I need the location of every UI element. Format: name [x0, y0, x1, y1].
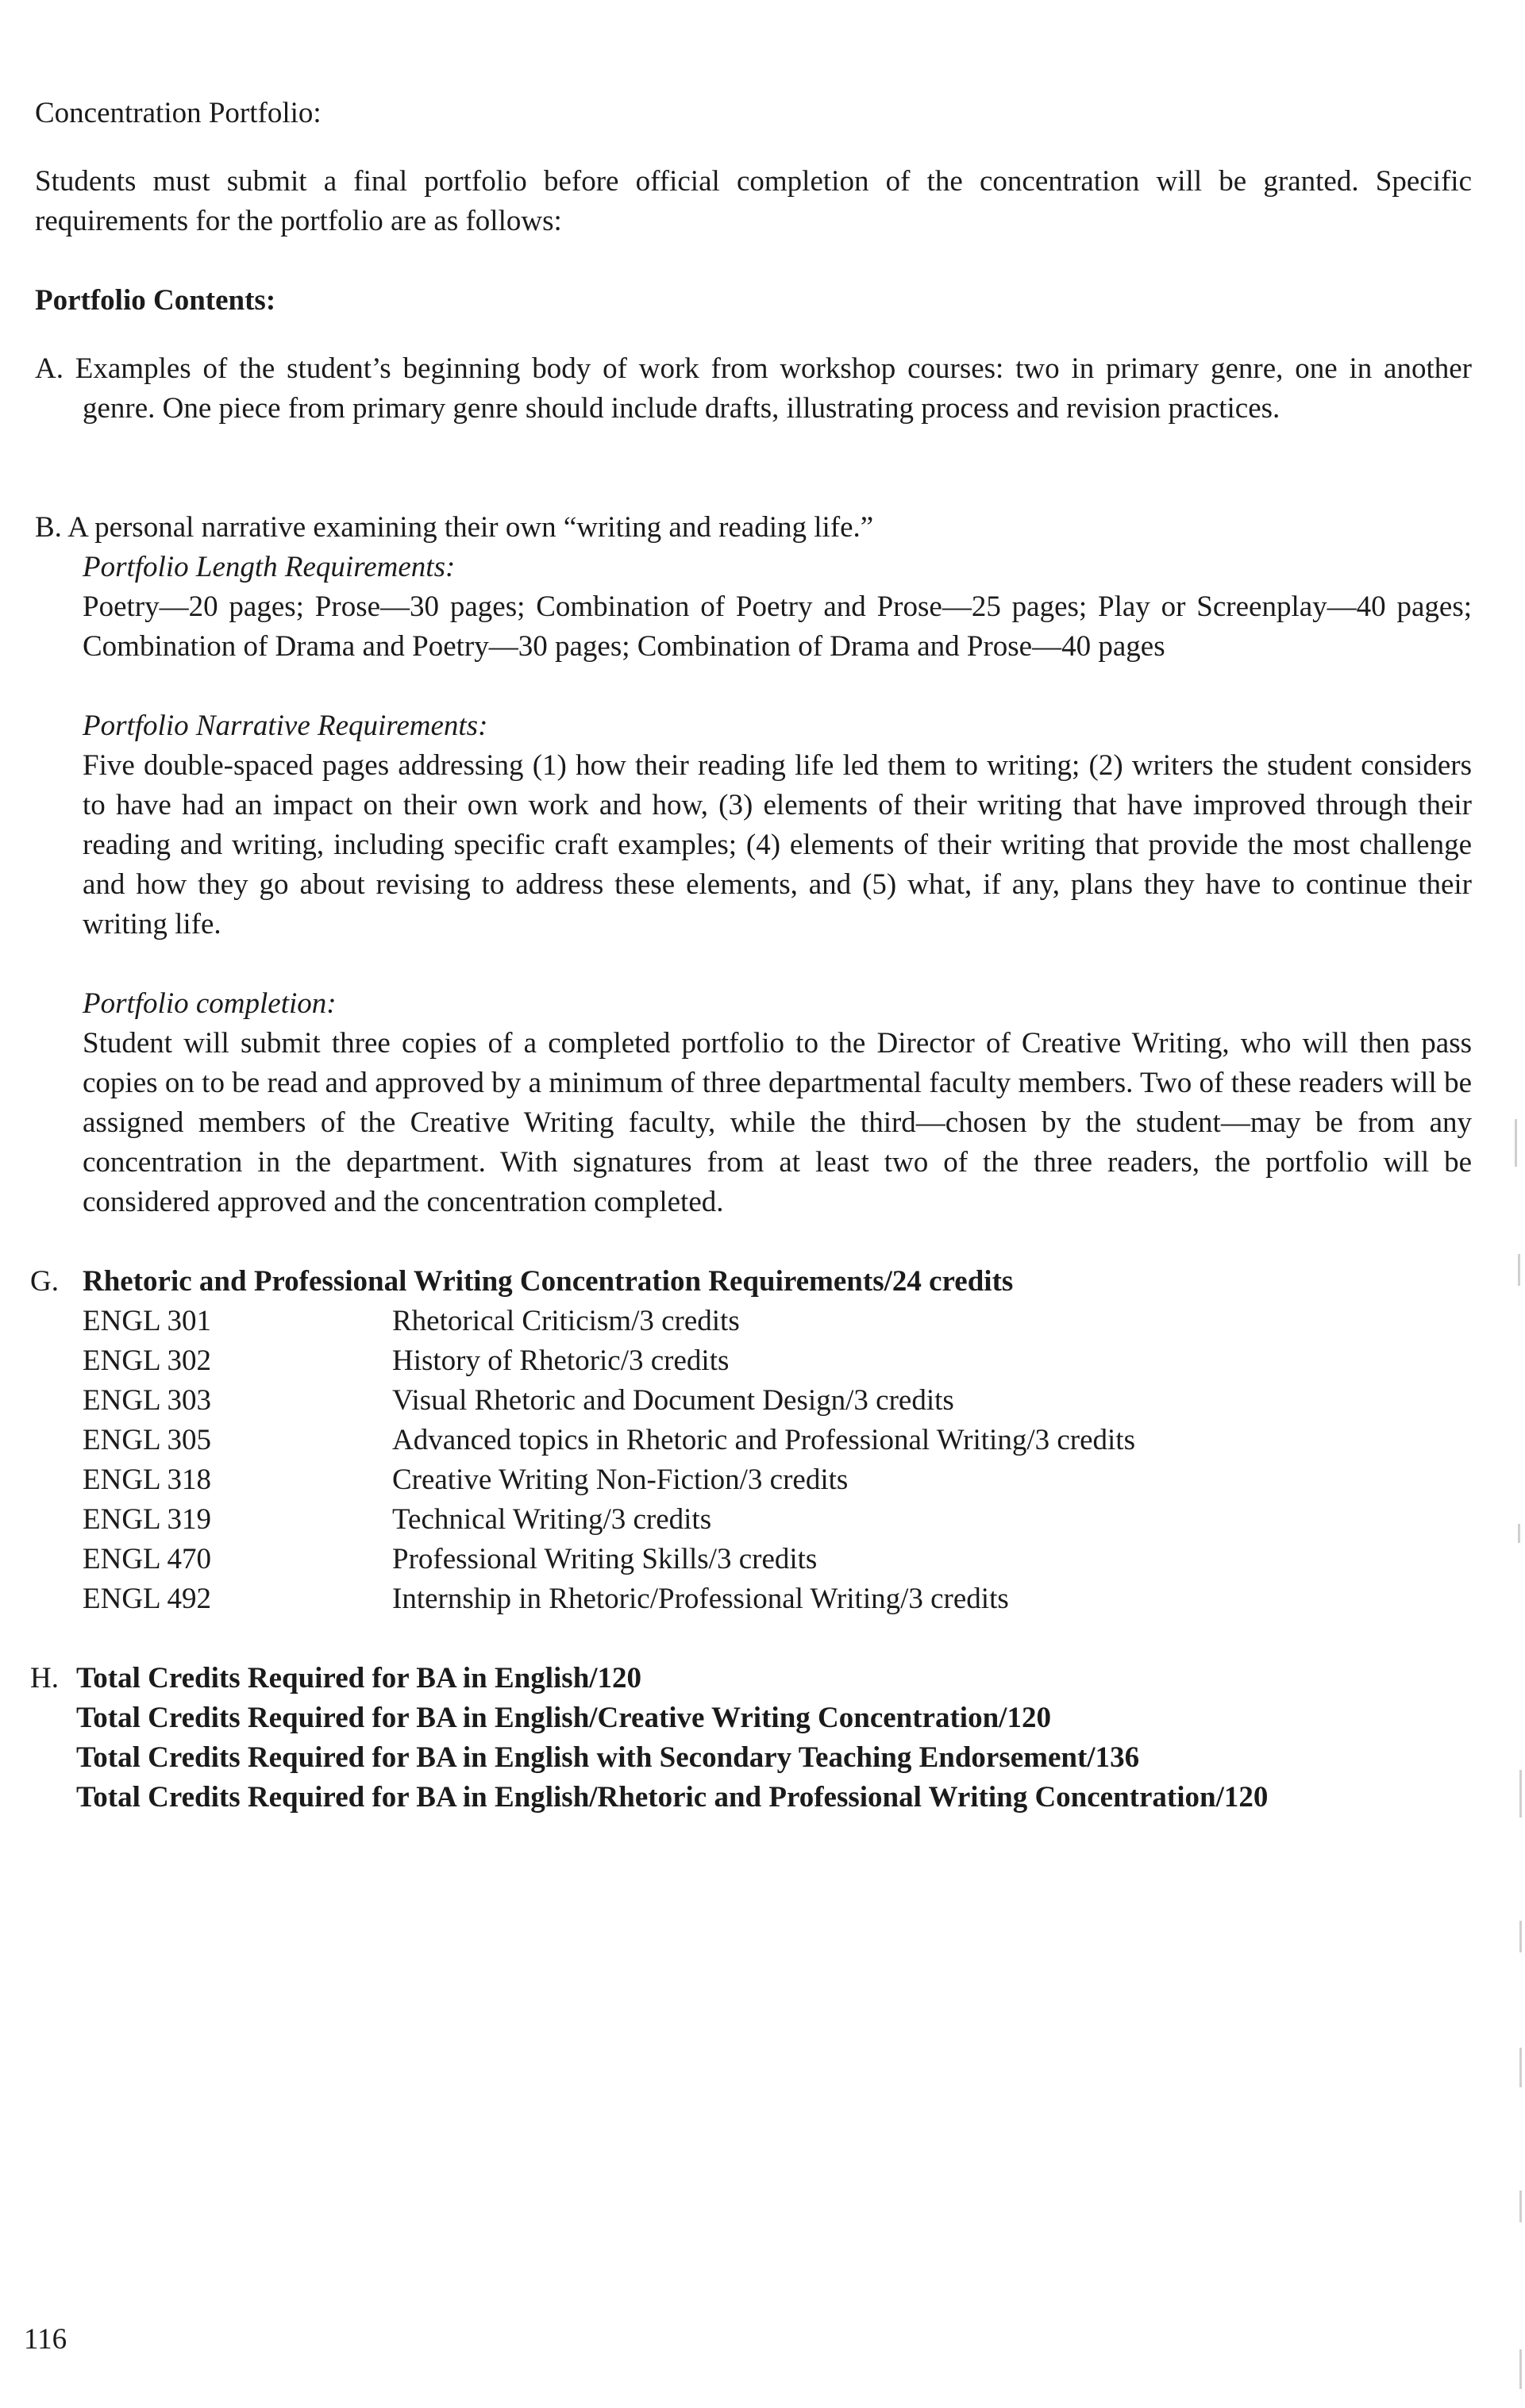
scan-mark: [1519, 1770, 1522, 1818]
page-number: 116: [24, 2323, 67, 2356]
scan-mark: [1518, 1524, 1520, 1543]
course-code: ENGL 301: [83, 1305, 212, 1337]
scan-mark: [1518, 1254, 1520, 1286]
portfolio-narrative-text: Five double-spaced pages addressing (1) how their reading life led them to writing; (2) writers the student considers to have had an impact on their own work and how, (3) elements of their writing that have improved through their reading and writing, including specific craft examples; (4) elements of their writing that provide the most challenge and how they go about revising to address these elements, and (5) what, if any, plans they have to continue their writing life.: [83, 749, 1472, 941]
course-code: ENGL 318: [83, 1464, 212, 1496]
course-title: Technical Writing/3 credits: [392, 1503, 712, 1536]
course-title: Rhetorical Criticism/3 credits: [392, 1305, 740, 1337]
course-title: Creative Writing Non-Fiction/3 credits: [392, 1464, 849, 1496]
portfolio-length-text: Poetry—20 pages; Prose—30 pages; Combination of Poetry and Prose—25 pages; Play or Screenplay—40 pages; Combination of Drama and Poetry—30 pages; Combination of Drama and Prose—40 pages: [83, 590, 1472, 663]
course-title: Visual Rhetoric and Document Design/3 credits: [392, 1384, 954, 1417]
total-credits-line: Total Credits Required for BA in English/Rhetoric and Professional Writing Concentration/120: [76, 1781, 1269, 1814]
course-code: ENGL 319: [83, 1503, 212, 1536]
total-credits-line: Total Credits Required for BA in English/Creative Writing Concentration/120: [76, 1702, 1051, 1734]
course-title: Advanced topics in Rhetoric and Professional Writing/3 credits: [392, 1424, 1135, 1456]
section-g-heading: Rhetoric and Professional Writing Concentration Requirements/24 credits: [83, 1265, 1014, 1298]
portfolio-item-a: A. Examples of the student’s beginning body of work from workshop courses: two in primary genre, one in another genre. One piece from primary genre should include drafts, illustrating process and revision practices.: [35, 352, 1472, 425]
course-code: ENGL 303: [83, 1384, 212, 1417]
scan-mark: [1519, 2349, 1522, 2389]
course-title: Internship in Rhetoric/Professional Writing/3 credits: [392, 1583, 1009, 1615]
portfolio-completion-text: Student will submit three copies of a completed portfolio to the Director of Creative Writing, who will then pass copies on to be read and approved by a minimum of three departmental faculty members. Two of these readers will be assigned members of the Creative Writing faculty, while the third—chosen by the student—may be from any concentration in the department. With signatures from at least two of the three readers, the portfolio will be considered approved and the concentration completed.: [83, 1027, 1472, 1218]
portfolio-length-heading: Portfolio Length Requirements:: [83, 551, 456, 583]
scan-mark: [1519, 1921, 1522, 1952]
course-title: Professional Writing Skills/3 credits: [392, 1543, 818, 1575]
course-code: ENGL 302: [83, 1344, 212, 1377]
scan-mark: [1519, 2191, 1522, 2222]
portfolio-item-b: B. A personal narrative examining their own “writing and reading life.”: [35, 511, 874, 544]
portfolio-contents-heading: Portfolio Contents:: [35, 284, 276, 317]
course-code: ENGL 470: [83, 1543, 212, 1575]
portfolio-completion-heading: Portfolio completion:: [83, 987, 337, 1020]
concentration-portfolio-heading: Concentration Portfolio:: [35, 97, 322, 129]
portfolio-narrative-heading: Portfolio Narrative Requirements:: [83, 710, 488, 742]
concentration-portfolio-intro: Students must submit a final portfolio before official completion of the concentration will be granted. Specific requirements for the portfolio are as follows:: [35, 165, 1472, 237]
scan-mark: [1515, 1119, 1517, 1167]
course-code: ENGL 305: [83, 1424, 212, 1456]
section-h-letter: H.: [30, 1662, 59, 1694]
scan-mark: [1519, 2048, 1522, 2087]
section-g-letter: G.: [30, 1265, 59, 1298]
course-title: History of Rhetoric/3 credits: [392, 1344, 730, 1377]
total-credits-line: Total Credits Required for BA in English with Secondary Teaching Endorsement/136: [76, 1741, 1140, 1774]
total-credits-line: Total Credits Required for BA in English/120: [76, 1662, 642, 1694]
course-code: ENGL 492: [83, 1583, 212, 1615]
